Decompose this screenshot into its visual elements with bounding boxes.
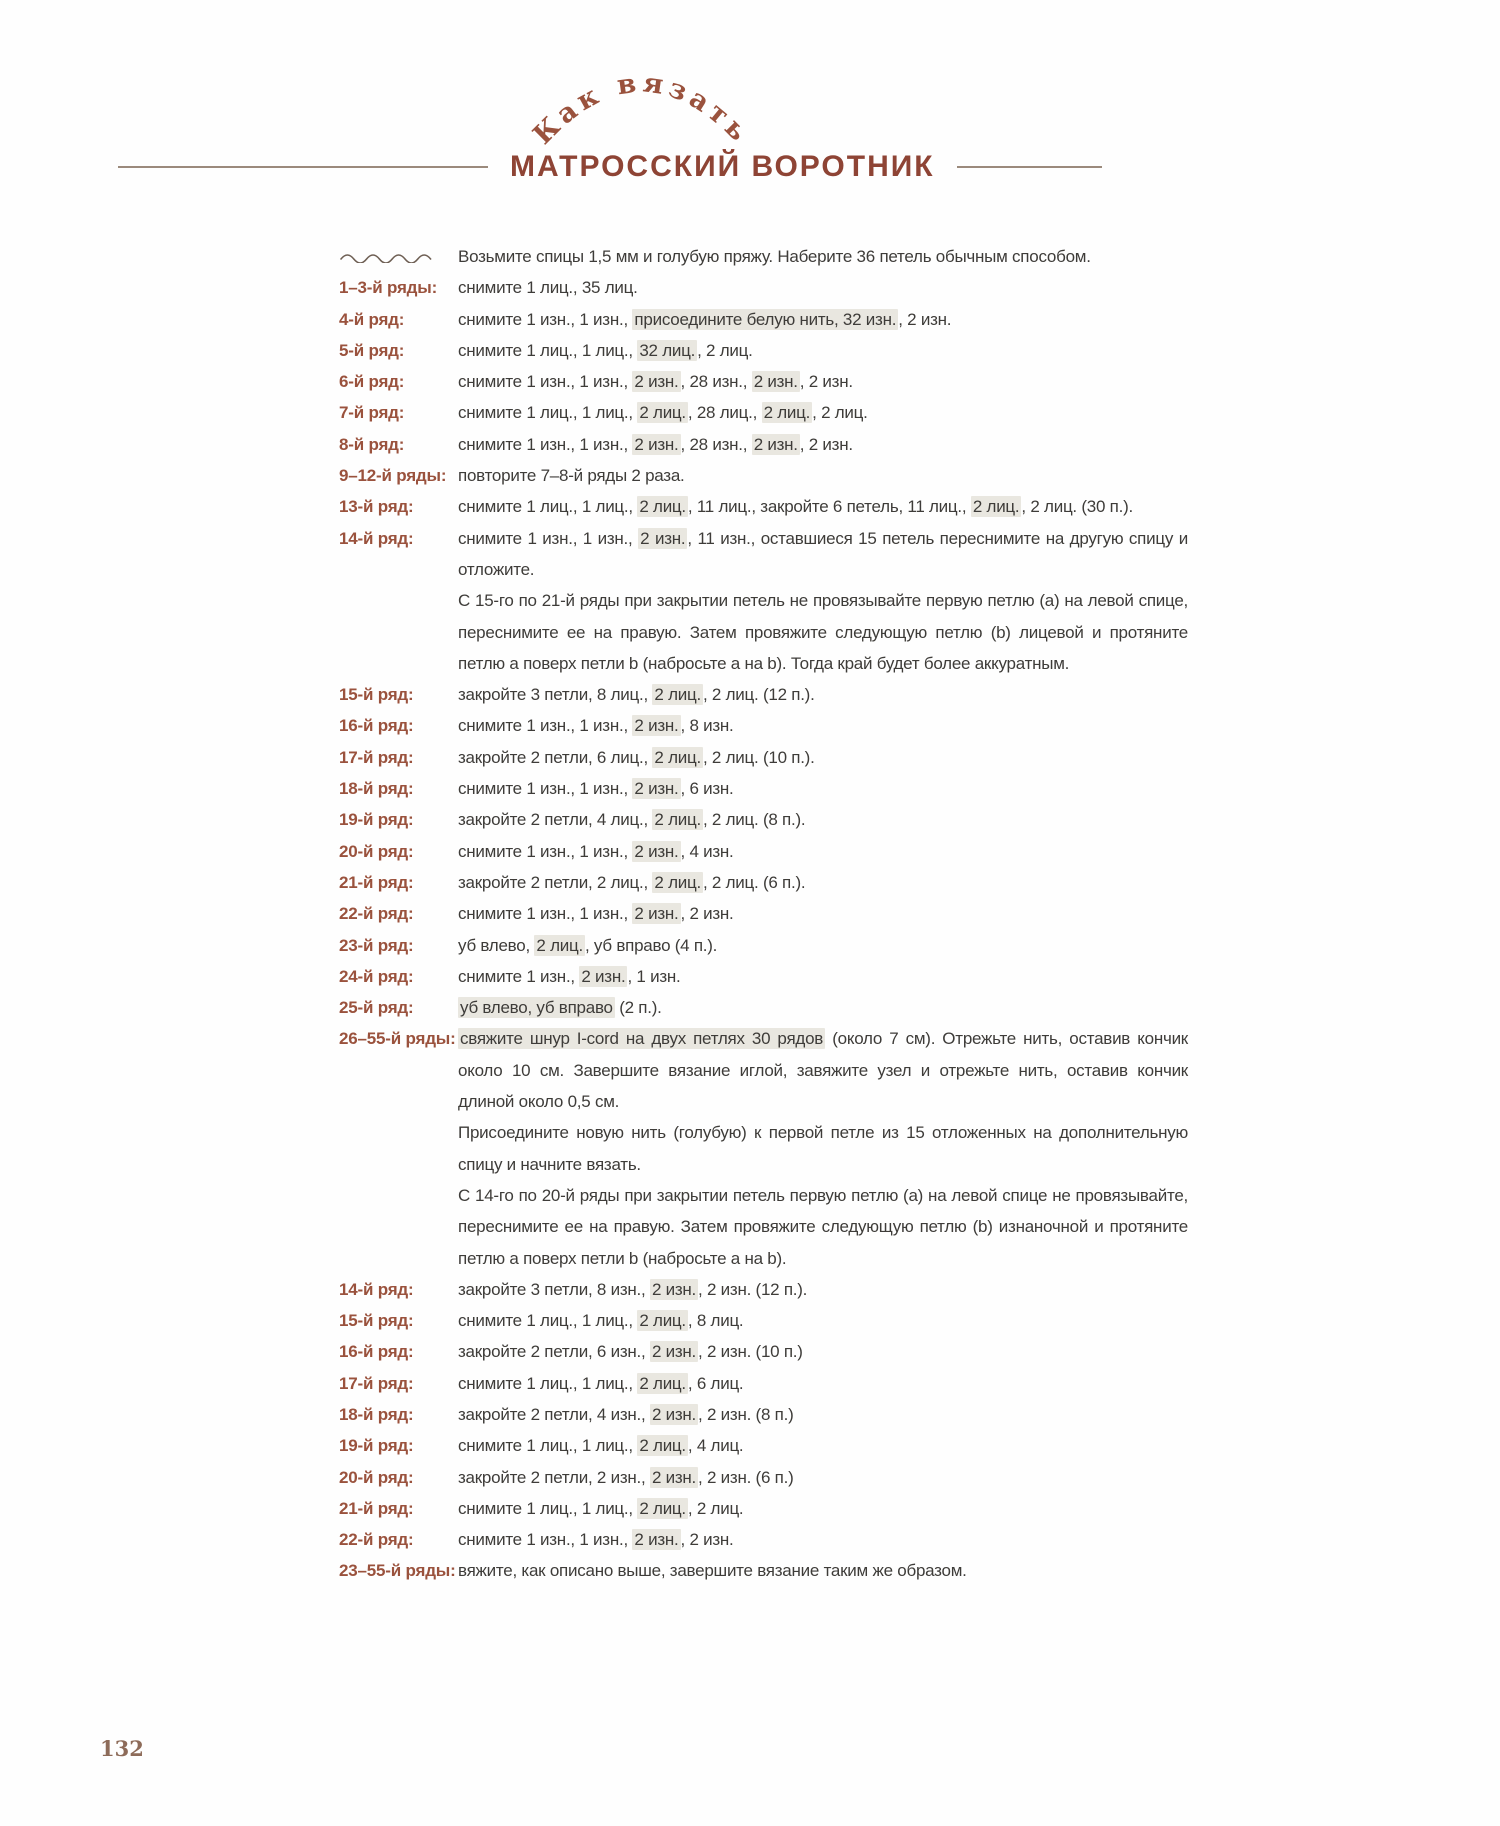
instruction-row bbox=[339, 585, 1199, 679]
row-text bbox=[458, 1555, 1188, 1586]
text-segment: С 15-го по 21-й ряды при закрытии петель не провязывайте первую петлю (a) на левой спице, переснимите ее на правую. Затем провяжите следующую петлю (b) лицевой и протяните петлю a поверх петли b (набросьте a на b). Тогда край будет более аккуратным. bbox=[458, 591, 1188, 673]
instruction-row bbox=[339, 366, 1199, 397]
row-text bbox=[458, 1399, 1188, 1430]
highlighted-term: 2 изн. bbox=[651, 1404, 697, 1424]
text-segment: , 2 лиц. (6 п.). bbox=[702, 872, 806, 892]
text-segment: снимите 1 изн., 1 изн., bbox=[458, 779, 633, 799]
row-text bbox=[458, 585, 1188, 679]
text-segment: Возьмите спицы 1,5 мм и голубую пряжу. Наберите 36 петель обычным способом. bbox=[458, 247, 1091, 266]
text-segment: , 4 изн. bbox=[680, 841, 734, 861]
instruction-row bbox=[339, 1462, 1199, 1493]
text-segment: , 11 изн., оставшиеся 15 петель переснимите на другую спицу и отложите. bbox=[458, 528, 1188, 579]
instruction-row bbox=[339, 460, 1199, 491]
row-label: 14-й ряд: bbox=[339, 528, 414, 548]
instruction-row bbox=[339, 491, 1199, 522]
text-segment: снимите 1 изн., bbox=[458, 966, 580, 986]
row-text bbox=[458, 1336, 1188, 1367]
row-text bbox=[458, 491, 1188, 522]
row-label: 17-й ряд: bbox=[339, 1373, 414, 1393]
row-label: 15-й ряд: bbox=[339, 685, 414, 705]
row-label: 23-й ряд: bbox=[339, 935, 414, 955]
text-segment: , 2 лиц. (8 п.). bbox=[702, 810, 806, 830]
highlighted-term: 2 изн. bbox=[651, 1279, 697, 1299]
arch-heading bbox=[527, 62, 757, 162]
text-segment: снимите 1 изн., 1 изн., bbox=[458, 528, 639, 548]
text-segment: снимите 1 изн., 1 изн., bbox=[458, 372, 633, 392]
text-segment: , 2 лиц. bbox=[812, 403, 868, 423]
text-segment: снимите 1 изн., 1 изн., bbox=[458, 1530, 633, 1550]
instruction-row bbox=[339, 1524, 1199, 1555]
row-text bbox=[458, 523, 1188, 586]
highlighted-term: свяжите шнур I-cord на двух петлях 30 рядов bbox=[460, 1029, 824, 1049]
instruction-row bbox=[339, 1274, 1199, 1305]
text-segment: снимите 1 лиц., 1 лиц., bbox=[458, 340, 638, 360]
text-segment: , уб вправо (4 п.). bbox=[584, 935, 718, 955]
text-segment: , 8 лиц. bbox=[687, 1311, 744, 1331]
row-label: 23–55-й ряды: bbox=[339, 1561, 456, 1581]
instruction-row bbox=[339, 679, 1199, 710]
instruction-row bbox=[339, 742, 1199, 773]
row-text bbox=[458, 898, 1188, 929]
row-text bbox=[458, 961, 1188, 992]
highlighted-term: 2 изн. bbox=[634, 841, 679, 861]
text-segment: , 2 изн. bbox=[898, 309, 952, 329]
instruction-row bbox=[339, 1023, 1199, 1117]
text-segment: , 2 лиц. (10 п.). bbox=[702, 747, 815, 767]
text-segment: снимите 1 лиц., 1 лиц., bbox=[458, 1311, 638, 1331]
instruction-row bbox=[339, 272, 1199, 303]
text-segment: снимите 1 изн., 1 изн., bbox=[458, 904, 633, 924]
row-text bbox=[458, 1493, 1188, 1524]
text-segment: , 8 изн. bbox=[680, 716, 734, 736]
highlighted-term: уб влево, уб вправо bbox=[460, 998, 613, 1018]
row-label: 14-й ряд: bbox=[339, 1279, 414, 1299]
text-segment: (около 7 см). Отрежьте нить, оставив кончик около 10 см. Завершите вязание иглой, завяжите узел и отрежьте нить, оставив кончик длиной около 0,5 см. bbox=[458, 1029, 1188, 1112]
row-text bbox=[458, 1180, 1188, 1274]
row-label: 6-й ряд: bbox=[339, 372, 405, 392]
row-label: 21-й ряд: bbox=[339, 872, 414, 892]
row-label: 20-й ряд: bbox=[339, 841, 414, 861]
instruction-row bbox=[339, 898, 1199, 929]
text-segment: , 4 лиц. bbox=[687, 1436, 744, 1456]
instruction-row bbox=[339, 241, 1199, 272]
text-segment: , 1 изн. bbox=[627, 966, 681, 986]
instruction-row bbox=[339, 1117, 1199, 1180]
row-text bbox=[458, 1524, 1188, 1555]
highlighted-term: 2 лиц. bbox=[639, 403, 686, 423]
highlighted-term: 32 лиц. bbox=[639, 340, 696, 360]
highlighted-term: 2 изн. bbox=[634, 434, 679, 454]
text-segment: , 2 изн. bbox=[680, 904, 734, 924]
text-segment: , 2 изн. bbox=[799, 372, 853, 392]
instruction-row bbox=[339, 1368, 1199, 1399]
instruction-row bbox=[339, 992, 1199, 1023]
row-label: 25-й ряд: bbox=[339, 998, 414, 1018]
text-segment: , 2 лиц. (12 п.). bbox=[702, 685, 815, 705]
page-title: МАТРОССКИЙ ВОРОТНИК bbox=[510, 150, 935, 183]
text-segment: , 11 лиц., закройте 6 петель, 11 лиц., bbox=[687, 497, 971, 517]
row-label: 21-й ряд: bbox=[339, 1498, 414, 1518]
row-label: 20-й ряд: bbox=[339, 1467, 414, 1487]
row-text bbox=[458, 1023, 1188, 1117]
text-segment: снимите 1 изн., 1 изн., bbox=[458, 716, 633, 736]
row-label: 18-й ряд: bbox=[339, 779, 414, 799]
row-label: 15-й ряд: bbox=[339, 1311, 414, 1331]
row-label: 9–12-й ряды: bbox=[339, 466, 447, 486]
row-text bbox=[458, 366, 1188, 397]
instruction-row bbox=[339, 930, 1199, 961]
text-segment: Присоедините новую нить (голубую) к первой петле из 15 отложенных на дополнительную спицу и начните вязать. bbox=[458, 1123, 1188, 1174]
instruction-row bbox=[339, 1555, 1199, 1586]
row-text bbox=[458, 773, 1188, 804]
page-number: 132 bbox=[100, 1736, 144, 1761]
row-label: 16-й ряд: bbox=[339, 1342, 414, 1362]
highlighted-term: 2 лиц. bbox=[639, 1311, 686, 1331]
instruction-row bbox=[339, 397, 1199, 428]
text-segment: , 2 изн. bbox=[680, 1530, 734, 1550]
highlighted-term: 2 изн. bbox=[651, 1342, 697, 1362]
title-row bbox=[118, 150, 1102, 184]
text-segment: , 6 лиц. bbox=[687, 1373, 744, 1393]
highlighted-term: 2 лиц. bbox=[654, 872, 701, 892]
highlighted-term: 2 изн. bbox=[634, 779, 679, 799]
text-segment: , 2 изн. (12 п.). bbox=[698, 1279, 808, 1299]
text-segment: , 28 изн., bbox=[680, 434, 752, 454]
highlighted-term: 2 изн. bbox=[753, 434, 798, 454]
text-segment: уб влево, bbox=[458, 935, 535, 955]
highlighted-term: 2 изн. bbox=[640, 528, 686, 548]
row-text bbox=[458, 742, 1188, 773]
text-segment: снимите 1 лиц., 1 лиц., bbox=[458, 1436, 638, 1456]
text-segment: вяжите, как описано выше, завершите вязание таким же образом. bbox=[458, 1561, 967, 1581]
highlighted-term: 2 изн. bbox=[581, 966, 626, 986]
text-segment: закройте 2 петли, 4 изн., bbox=[458, 1404, 650, 1424]
row-label: 19-й ряд: bbox=[339, 1436, 414, 1456]
text-segment: (2 п.). bbox=[614, 998, 662, 1018]
highlighted-term: 2 лиц. bbox=[972, 497, 1020, 517]
instruction-row bbox=[339, 523, 1199, 586]
instruction-row bbox=[339, 1180, 1199, 1274]
row-text bbox=[458, 1368, 1188, 1399]
instruction-row bbox=[339, 773, 1199, 804]
row-text bbox=[458, 992, 1188, 1023]
row-text bbox=[458, 1305, 1188, 1336]
row-text bbox=[458, 304, 1188, 335]
text-segment: , 2 лиц. (30 п.). bbox=[1021, 497, 1133, 517]
text-segment: С 14-го по 20-й ряды при закрытии петель первую петлю (a) на левой спице не провязывайте, переснимите ее на правую. Затем провяжите следующую петлю (b) изнаночной и протяните петлю a поверх петли b (набросьте a на b). bbox=[458, 1185, 1188, 1268]
instruction-row bbox=[339, 1305, 1199, 1336]
text-segment: , 2 изн. bbox=[799, 434, 853, 454]
row-text bbox=[458, 272, 1188, 303]
text-segment: снимите 1 лиц., 1 лиц., bbox=[458, 497, 638, 517]
highlighted-term: 2 лиц. bbox=[639, 497, 686, 517]
instruction-row bbox=[339, 836, 1199, 867]
text-segment: снимите 1 изн., 1 изн., bbox=[458, 841, 633, 861]
highlighted-term: 2 изн. bbox=[634, 904, 679, 924]
highlighted-term: 2 лиц. bbox=[654, 747, 701, 767]
instruction-row bbox=[339, 710, 1199, 741]
text-segment: закройте 2 петли, 6 лиц., bbox=[458, 747, 653, 767]
row-label: 24-й ряд: bbox=[339, 966, 414, 986]
row-label: 22-й ряд: bbox=[339, 1530, 414, 1550]
text-segment: закройте 3 петли, 8 лиц., bbox=[458, 685, 653, 705]
text-segment: , 2 изн. (6 п.) bbox=[698, 1467, 794, 1487]
text-segment: снимите 1 лиц., 35 лиц. bbox=[458, 278, 638, 298]
row-text bbox=[458, 397, 1188, 428]
instruction-row bbox=[339, 1399, 1199, 1430]
highlighted-term: 2 изн. bbox=[634, 372, 679, 392]
wavy-line-icon bbox=[339, 252, 441, 263]
row-label: 8-й ряд: bbox=[339, 434, 405, 454]
highlighted-term: 2 лиц. bbox=[763, 403, 811, 423]
text-segment: , 2 лиц. bbox=[697, 340, 753, 360]
instruction-row bbox=[339, 1336, 1199, 1367]
instruction-row bbox=[339, 429, 1199, 460]
row-text bbox=[458, 241, 1188, 272]
row-text bbox=[458, 710, 1188, 741]
row-label: 26–55-й ряды: bbox=[339, 1029, 456, 1049]
text-segment: снимите 1 лиц., 1 лиц., bbox=[458, 1373, 638, 1393]
title-rule-left bbox=[118, 166, 488, 168]
text-segment: снимите 1 лиц., 1 лиц., bbox=[458, 403, 638, 423]
row-text bbox=[458, 930, 1188, 961]
instruction-row bbox=[339, 304, 1199, 335]
instruction-row bbox=[339, 961, 1199, 992]
row-text bbox=[458, 1117, 1188, 1180]
row-text bbox=[458, 804, 1188, 835]
row-text bbox=[458, 335, 1188, 366]
text-segment: закройте 3 петли, 8 изн., bbox=[458, 1279, 650, 1299]
row-text bbox=[458, 429, 1188, 460]
highlighted-term: 2 изн. bbox=[753, 372, 798, 392]
highlighted-term: присоедините белую нить, 32 изн. bbox=[634, 309, 897, 329]
text-segment: , 2 изн. (10 п.) bbox=[698, 1342, 803, 1362]
row-label: 7-й ряд: bbox=[339, 403, 405, 423]
text-segment: , 6 изн. bbox=[680, 779, 734, 799]
row-text bbox=[458, 867, 1188, 898]
text-segment: , 2 лиц. bbox=[687, 1498, 744, 1518]
highlighted-term: 2 изн. bbox=[634, 716, 679, 736]
text-segment: закройте 2 петли, 2 лиц., bbox=[458, 872, 653, 892]
instruction-row bbox=[339, 804, 1199, 835]
text-segment: закройте 2 петли, 6 изн., bbox=[458, 1342, 650, 1362]
row-text bbox=[458, 1462, 1188, 1493]
highlighted-term: 2 лиц. bbox=[639, 1373, 686, 1393]
row-label: 4-й ряд: bbox=[339, 309, 405, 329]
row-label: 5-й ряд: bbox=[339, 340, 405, 360]
highlighted-term: 2 изн. bbox=[651, 1467, 697, 1487]
text-segment: , 2 изн. (8 п.) bbox=[698, 1404, 794, 1424]
instruction-row bbox=[339, 1430, 1199, 1461]
row-label: 1–3-й ряды: bbox=[339, 278, 438, 298]
highlighted-term: 2 лиц. bbox=[536, 935, 583, 955]
text-segment: снимите 1 лиц., 1 лиц., bbox=[458, 1498, 638, 1518]
text-segment: , 28 лиц., bbox=[687, 403, 762, 423]
highlighted-term: 2 лиц. bbox=[654, 685, 701, 705]
highlighted-term: 2 лиц. bbox=[639, 1436, 686, 1456]
text-segment: повторите 7–8-й ряды 2 раза. bbox=[458, 466, 685, 486]
instruction-row bbox=[339, 867, 1199, 898]
title-rule-right bbox=[957, 166, 1102, 168]
row-text bbox=[458, 1430, 1188, 1461]
wavy-line-marker bbox=[339, 241, 458, 263]
row-label: 19-й ряд: bbox=[339, 810, 414, 830]
row-label: 18-й ряд: bbox=[339, 1404, 414, 1424]
highlighted-term: 2 изн. bbox=[634, 1530, 679, 1550]
instruction-row bbox=[339, 1493, 1199, 1524]
row-label: 17-й ряд: bbox=[339, 747, 414, 767]
arch-heading-text: Как вязать bbox=[527, 67, 757, 151]
row-text bbox=[458, 460, 1188, 491]
instruction-row bbox=[339, 335, 1199, 366]
row-text bbox=[458, 679, 1188, 710]
row-text bbox=[458, 1274, 1188, 1305]
row-label: 16-й ряд: bbox=[339, 716, 414, 736]
text-segment: закройте 2 петли, 2 изн., bbox=[458, 1467, 650, 1487]
row-text bbox=[458, 836, 1188, 867]
highlighted-term: 2 лиц. bbox=[654, 810, 701, 830]
text-segment: снимите 1 изн., 1 изн., bbox=[458, 434, 633, 454]
text-segment: снимите 1 изн., 1 изн., bbox=[458, 309, 633, 329]
instructions-list bbox=[339, 241, 1199, 1587]
row-label: 22-й ряд: bbox=[339, 904, 414, 924]
highlighted-term: 2 лиц. bbox=[639, 1498, 686, 1518]
row-label: 13-й ряд: bbox=[339, 497, 414, 517]
text-segment: закройте 2 петли, 4 лиц., bbox=[458, 810, 653, 830]
text-segment: , 28 изн., bbox=[680, 372, 752, 392]
